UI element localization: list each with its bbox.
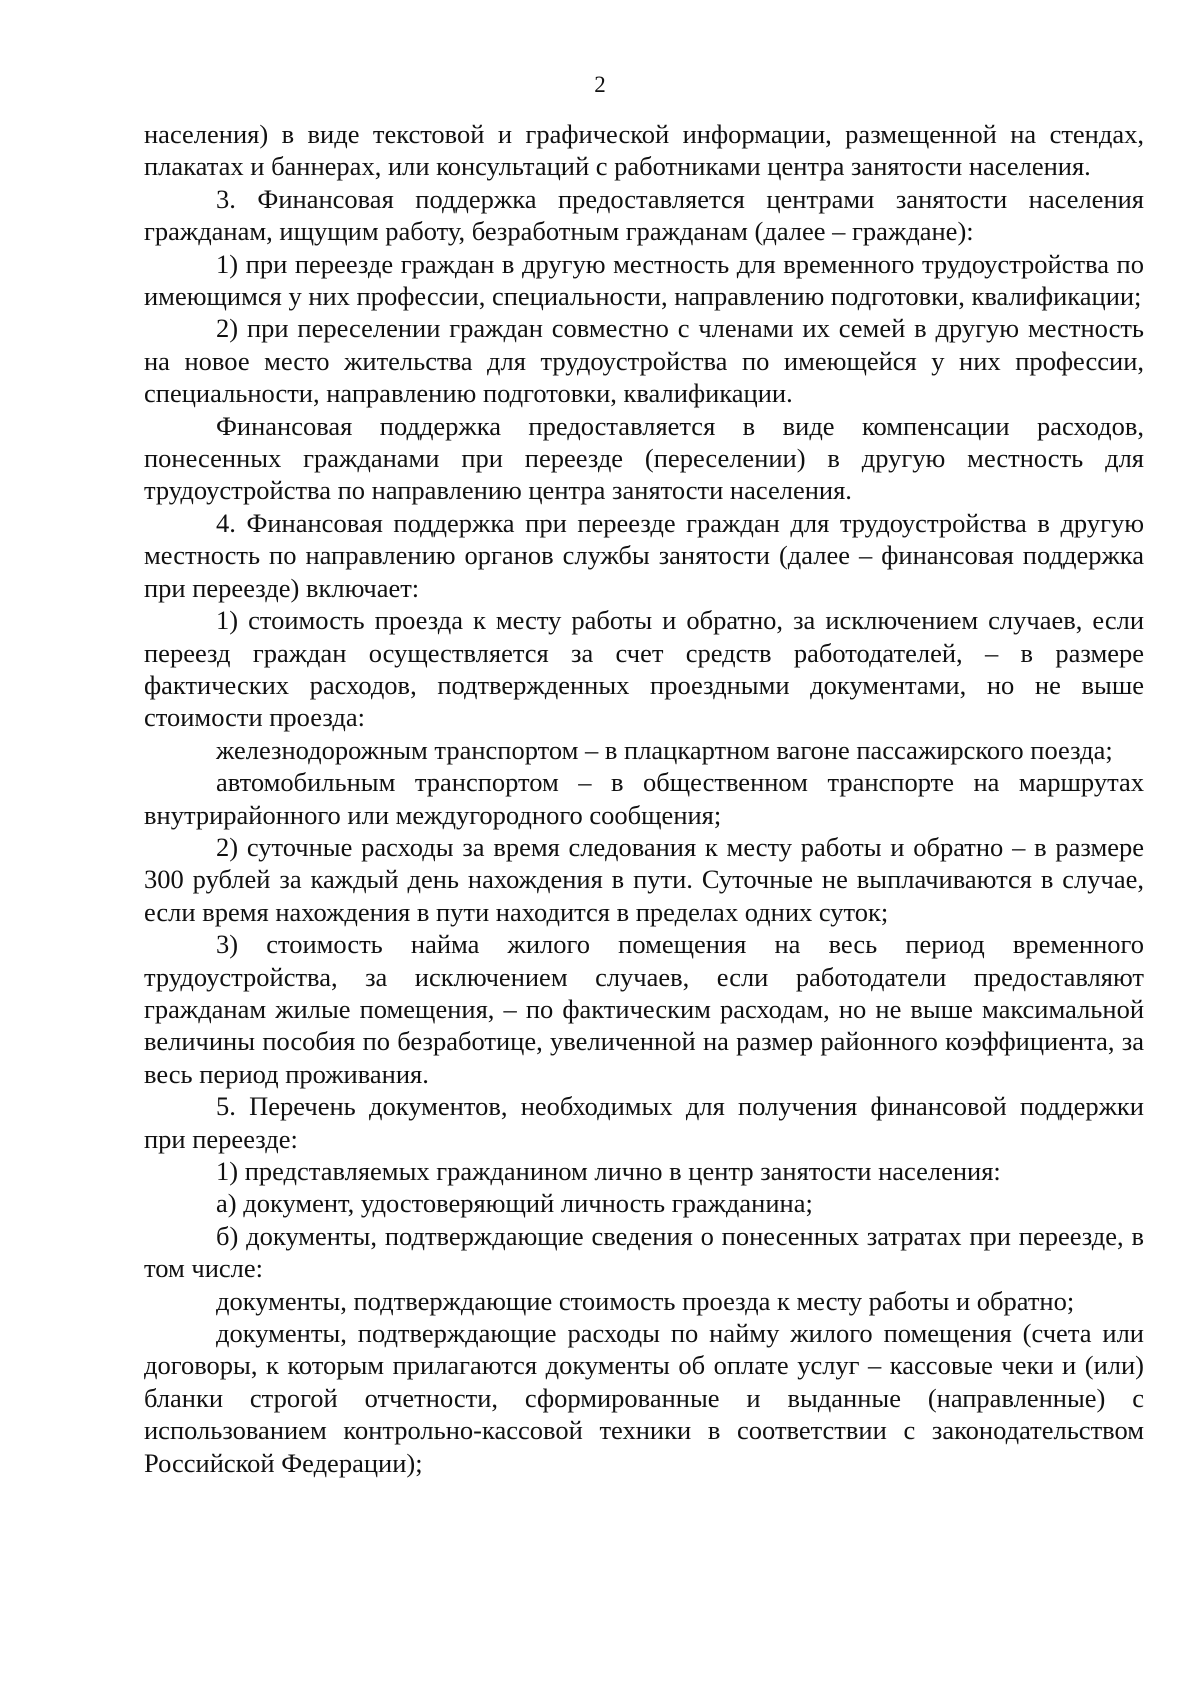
paragraph-compensation: Финансовая поддержка предоставляется в виде компенсации расходов, понесенных гражданами при переезде (переселении) в другую местность для трудоустройства по направлению центра занятости населения.	[144, 410, 1144, 506]
paragraph-subitem-a: а) документ, удостоверяющий личность гражданина;	[216, 1188, 813, 1219]
paragraph-clause-5: 5. Перечень документов, необходимых для получения финансовой поддержки при переезде:	[144, 1091, 1144, 1154]
paragraph-clause-3: 3. Финансовая поддержка предоставляется центрами занятости населения гражданам, ищущим работу, безработным гражданам (далее – граждане):	[144, 183, 1144, 247]
paragraph-clause-4-item-2: 2) суточные расходы за время следования к месту работы и обратно – в размере 300 рублей за каждый день нахождения в пути. Суточные не выплачиваются в случае, если время нахождения в пути находится в пределах одних суток;	[144, 831, 1144, 927]
document-body	[144, 118, 1144, 1479]
paragraph-continuation: населения) в виде текстовой и графической информации, размещенной на стендах, плакатах и баннерах, или консультаций с работниками центра занятости населения.	[144, 119, 1144, 182]
page-number: 2	[594, 72, 606, 97]
paragraph-clause-5-item-1: 1) представляемых гражданином лично в центр занятости населения:	[216, 1156, 1001, 1186]
paragraph-subitem-b: б) документы, подтверждающие сведения о понесенных затратах при переезде, в том числе:	[144, 1220, 1144, 1284]
paragraph-clause-3-item-2: 2) при переселении граждан совместно с членами их семей в другую местность на новое место жительства для трудоустройства по имеющейся у них профессии, специальности, направлению подготовки, квалификации.	[144, 313, 1144, 409]
paragraph-clause-3-item-1: 1) при переезде граждан в другую местность для временного трудоустройства по имеющимся у них профессии, специальности, направлению подготовки, квалификации;	[144, 248, 1144, 312]
paragraph-clause-4: 4. Финансовая поддержка при переезде граждан для трудоустройства в другую местность по направлению органов службы занятости (далее – финансовая поддержка при переезде) включает:	[144, 507, 1144, 603]
paragraph-railway: железнодорожным транспортом – в плацкартном вагоне пассажирского поезда;	[216, 734, 1113, 765]
paragraph-road: автомобильным транспортом – в общественном транспорте на маршрутах внутрирайонного или междугородного сообщения;	[144, 767, 1144, 830]
paragraph-travel-documents: документы, подтверждающие стоимость проезда к месту работы и обратно;	[216, 1285, 1075, 1316]
paragraph-clause-4-item-1: 1) стоимость проезда к месту работы и обратно, за исключением случаев, если переезд граждан осуществляется за счет средств работодателей, – в размере фактических расходов, подтвержденных проездными документами, но не выше стоимости проезда:	[144, 605, 1144, 733]
paragraph-housing-documents: документы, подтверждающие расходы по найму жилого помещения (счета или договоры, к которым прилагаются документы об оплате услуг – кассовые чеки и (или) бланки строгой отчетности, сформированные и выданные (направленные) с использованием контрольно-кассовой техники в соответствии с законодательством Российской Федерации);	[144, 1318, 1144, 1478]
paragraph-clause-4-item-3: 3) стоимость найма жилого помещения на весь период временного трудоустройства, за исключением случаев, если работодатели предоставляют гражданам жилые помещения, – по фактическим расходам, но не выше максимальной величины пособия по безработице, увеличенной на размер районного коэффициента, за весь период проживания.	[144, 929, 1144, 1089]
